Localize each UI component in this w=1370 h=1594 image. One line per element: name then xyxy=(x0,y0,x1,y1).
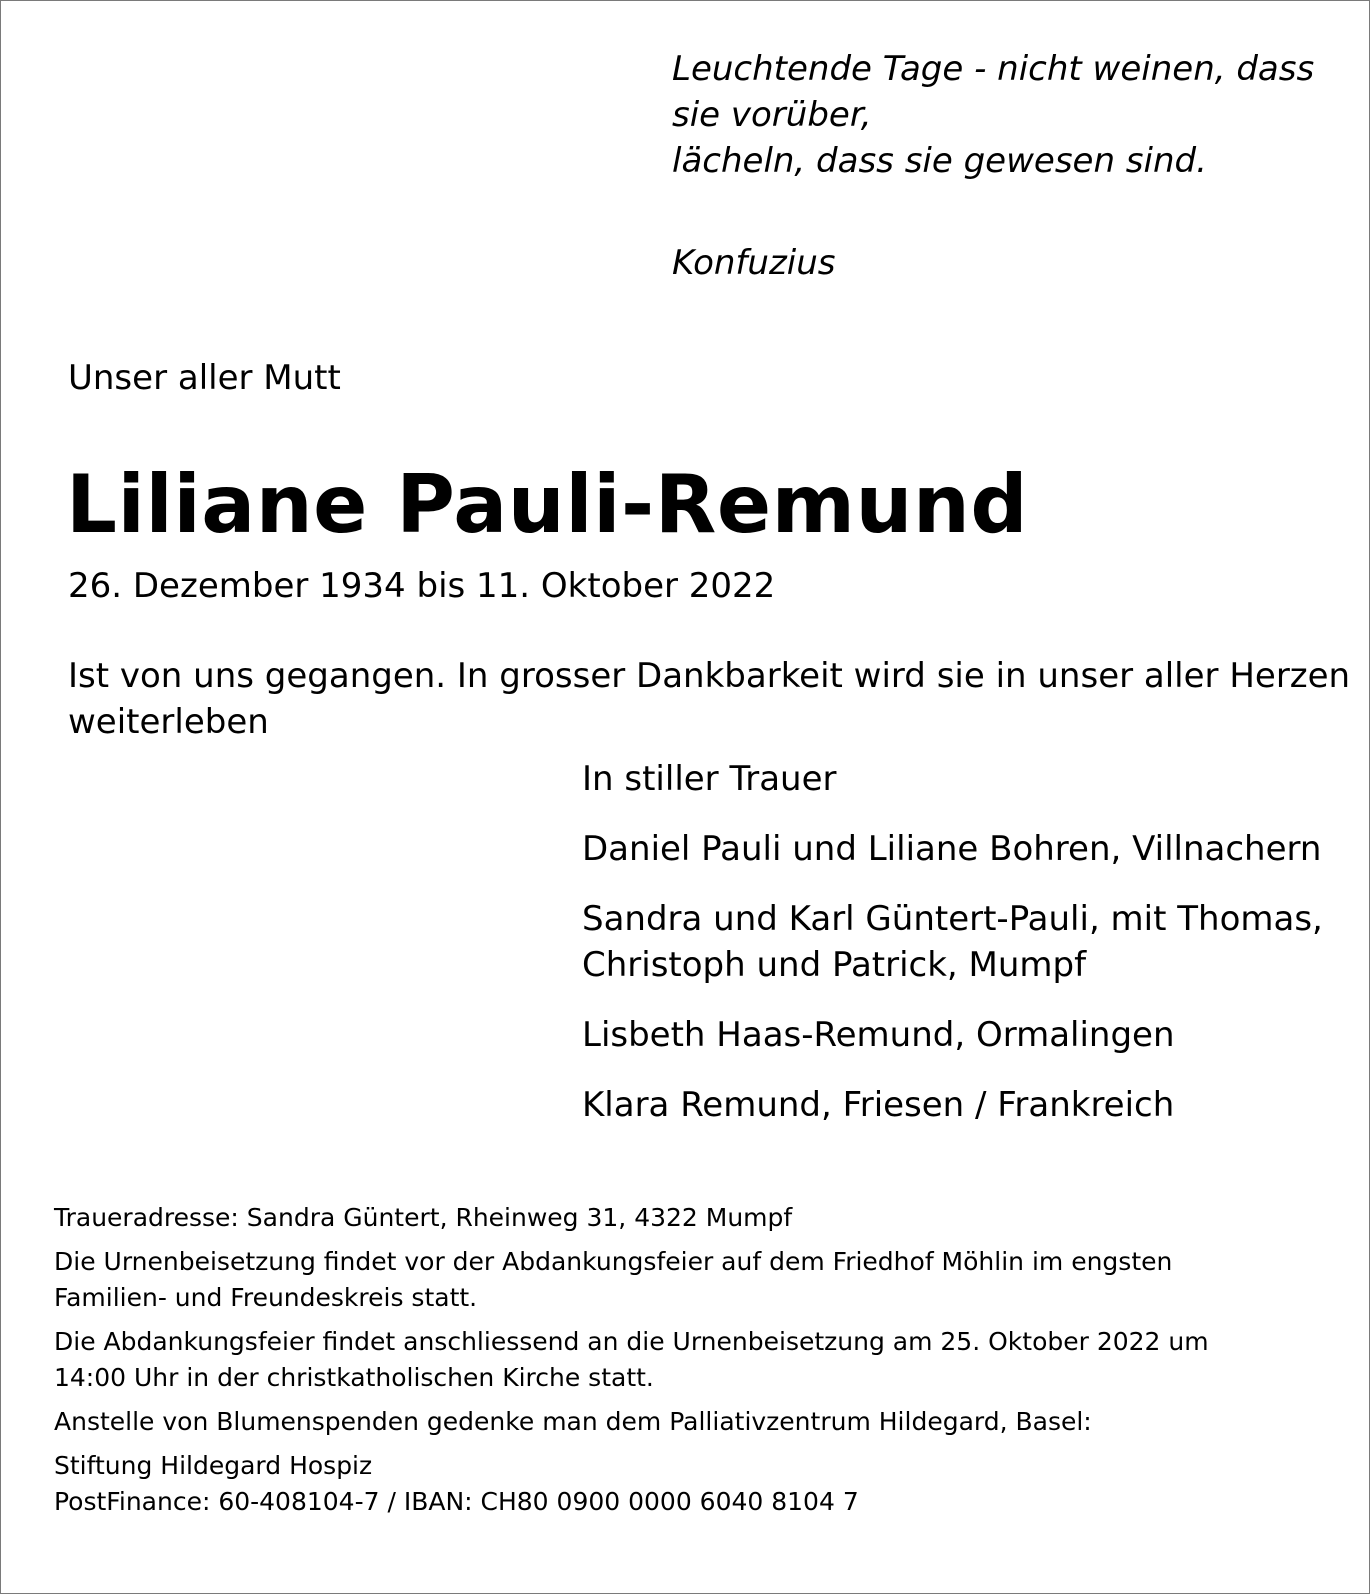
footer-line: Die Urnenbeisetzung findet vor der Abdankungsfeier auf dem Friedhof Möhlin im engsten xyxy=(54,1247,1173,1276)
mourner-line: Christoph und Patrick, Mumpf xyxy=(582,945,1087,985)
mourner-line: Daniel Pauli und Liliane Bohren, Villnachern xyxy=(582,829,1322,869)
quote-author: Konfuzius xyxy=(672,243,836,283)
footer-line: Anstelle von Blumenspenden gedenke man dem Palliativzentrum Hildegard, Basel: xyxy=(54,1407,1092,1436)
urn-burial-note xyxy=(54,1244,1344,1316)
footer-notes xyxy=(54,1200,1344,1520)
intro-text: Unser aller Mutt xyxy=(68,358,341,398)
footer-line: Familien- und Freundeskreis statt. xyxy=(54,1283,478,1312)
mourner-entry xyxy=(582,1082,1352,1128)
mourner-entry xyxy=(582,1012,1352,1058)
life-dates: 26. Dezember 1934 bis 11. Oktober 2022 xyxy=(68,566,776,606)
statement-line: weiterleben xyxy=(68,702,269,742)
mourner-entry xyxy=(582,896,1352,988)
mourner-entry xyxy=(582,826,1352,872)
donation-account xyxy=(54,1448,1344,1520)
mourners-block xyxy=(582,756,1352,1152)
mourner-line: Klara Remund, Friesen / Frankreich xyxy=(582,1085,1175,1125)
footer-line: 14:00 Uhr in der christkatholischen Kirche statt. xyxy=(54,1363,654,1392)
mourners-heading: In stiller Trauer xyxy=(582,759,837,799)
statement-line: Ist von uns gegangen. In grosser Dankbarkeit wird sie in unser aller Herzen xyxy=(68,656,1351,696)
mourning-address xyxy=(54,1200,1344,1236)
quote-line: sie vorüber, xyxy=(672,95,872,135)
quote-block xyxy=(672,46,1342,184)
footer-line: Stiftung Hildegard Hospiz xyxy=(54,1451,373,1480)
mourner-line: Sandra und Karl Güntert-Pauli, mit Thomas, xyxy=(582,899,1323,939)
donation-note xyxy=(54,1404,1344,1440)
footer-line: PostFinance: 60-408104-7 / IBAN: CH80 0900 0000 6040 8104 7 xyxy=(54,1487,859,1516)
footer-line: Die Abdankungsfeier findet anschliessend an die Urnenbeisetzung am 25. Oktober 2022 um xyxy=(54,1327,1209,1356)
statement-text xyxy=(68,653,1351,745)
quote-line: Leuchtende Tage - nicht weinen, dass xyxy=(672,49,1315,89)
memorial-service-note xyxy=(54,1324,1344,1396)
footer-line: Traueradresse: Sandra Güntert, Rheinweg 31, 4322 Mumpf xyxy=(54,1203,793,1232)
mourner-line: Lisbeth Haas-Remund, Ormalingen xyxy=(582,1015,1175,1055)
quote-line: lächeln, dass sie gewesen sind. xyxy=(672,141,1207,181)
deceased-name: Liliane Pauli-Remund xyxy=(66,458,1029,551)
